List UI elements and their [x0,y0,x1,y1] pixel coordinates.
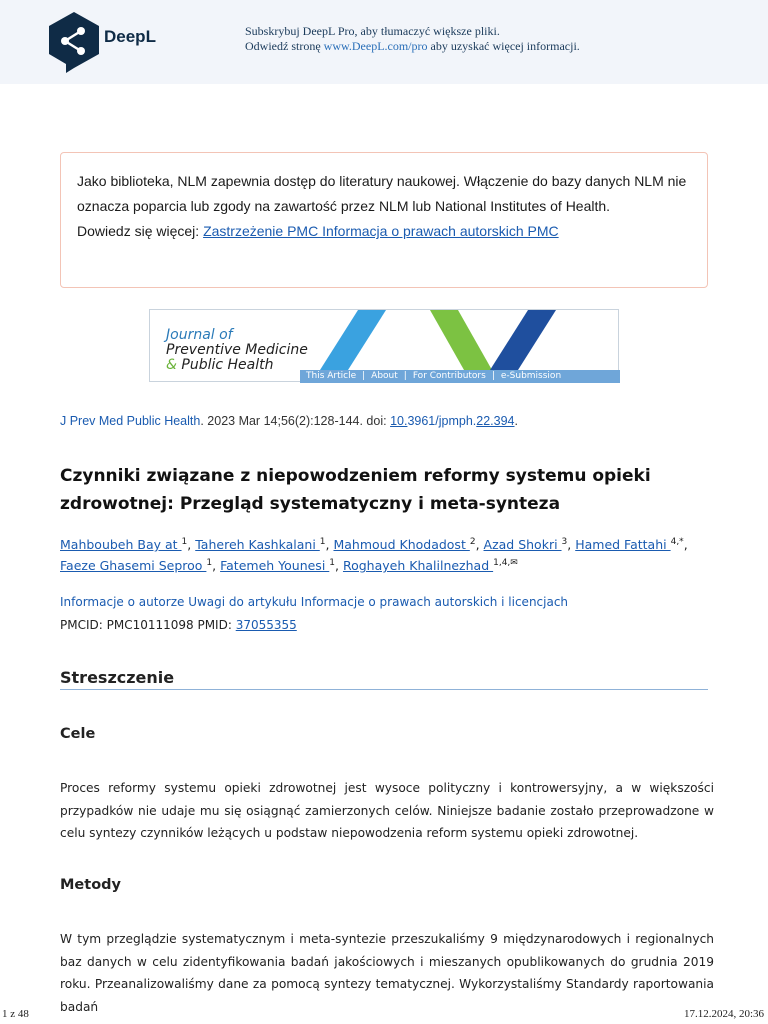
doi-link-part1[interactable]: 10. [390,414,408,428]
disclaimer-learn-more: Dowiedz się więcej: [77,223,204,239]
author-link[interactable]: Hamed Fattahi [575,537,671,552]
deepl-notice-line2 [245,39,580,54]
article-citation [60,414,518,428]
disclaimer-line2: oznacza poparcia lub zgody na zawartość przez NLM lub National Institutes of Health. [77,198,611,214]
deepl-banner [0,0,768,84]
author-affiliation: 2 [469,537,476,547]
pmcid-line [60,618,297,632]
objectives-heading: Cele [60,726,96,742]
journal-nav-e-submission[interactable]: e-Submission [500,371,562,381]
citation-end: . [514,414,518,428]
journal-nav-this-article[interactable]: This Article [306,371,357,381]
pmid-link[interactable]: 37055355 [235,618,297,632]
objectives-paragraph: Proces reformy systemu opieki zdrowotnej jest wysoce polityczny i kontrowersyjny, a w większości przypadków nie udaje mu się osiągnąć zamierzonych celów. Niniejsze badanie zostało przeprowadzone w celu syntezy czynników leżących u podstaw niepowodzenia reform systemu opieki zdrowotnej. [60,781,714,840]
journal-nav-for-contributors[interactable]: For Contributors [412,371,486,381]
journal-name-amp: & [166,357,177,373]
nlm-disclaimer-box [60,152,708,288]
journal-nav-separator: | [403,371,407,381]
doi-link-part2[interactable]: 3961/jpmph. [407,414,477,428]
journal-name-line2: Preventive Medicine [166,342,308,358]
journal-banner-stripes-graphic [320,310,620,370]
pmc-disclaimer-link[interactable]: Zastrzeżenie PMC Informacja o prawach autorskich PMC [203,223,559,239]
journal-banner[interactable] [149,309,619,382]
journal-nav-bar [300,370,620,383]
author-affiliation: 3 [561,537,568,547]
journal-citation-name[interactable]: J Prev Med Public Health [60,414,201,428]
abstract-heading: Streszczenie [60,668,708,690]
author-link[interactable]: Faeze Ghasemi Seproo [60,558,207,573]
author-affiliation: 1,4,✉ [493,558,518,568]
deepl-pro-link[interactable]: www.DeepL.com/pro [323,39,428,53]
author-link[interactable]: Tahereh Kashkalani [195,537,320,552]
disclaimer-line3 [77,219,691,244]
author-affiliation: 1 [206,558,213,568]
methods-heading: Metody [60,877,121,893]
deepl-notice [245,24,580,54]
deepl-logo[interactable] [44,10,168,72]
author-link[interactable]: Fatemeh Younesi [220,558,330,573]
journal-nav-about[interactable]: About [371,371,398,381]
author-info-links[interactable]: Informacje o autorze Uwagi do artykułu Informacje o prawach autorskich i licencjach [60,595,569,609]
page-counter: 1 z 48 [2,1008,29,1020]
deepl-notice-prefix: Odwiedź stronę [245,39,324,53]
journal-nav-separator: | [491,371,495,381]
pmcid-label: PMCID: PMC10111098 PMID: [60,618,236,632]
deepl-notice-line1: Subskrybuj DeepL Pro, aby tłumaczyć większe pliki. [245,24,500,38]
author-link[interactable]: Mahmoud Khodadost [333,537,470,552]
article-title: Czynniki związane z niepowodzeniem reformy systemu opieki zdrowotnej: Przegląd systematyczny i meta-synteza [60,466,651,514]
author-affiliation: 1 [181,537,188,547]
deepl-wordmark: DeepL [104,27,156,46]
author-affiliation: 4,* [670,537,684,547]
disclaimer-line1: Jako biblioteka, NLM zapewnia dostęp do literatury naukowej. Włączenie do bazy danych NLM nie [77,173,687,189]
journal-name-line3 [166,358,308,373]
journal-nav-separator: | [362,371,366,381]
doi-link-part3[interactable]: 22.394 [476,414,515,428]
author-link[interactable]: Mahboubeh Bay at [60,537,182,552]
methods-paragraph: W tym przeglądzie systematycznym i meta-syntezie przeszukaliśmy 9 międzynarodowych i regionalnych baz danych w celu zidentyfikowania badań jakościowych i mieszanych opublikowanych do grudnia 2019 roku. Przeanalizowaliśmy dane za pomocą syntezy tematycznej. Wykorzystaliśmy Standardy raportowania badań [60,932,714,1014]
author-affiliation: 1 [329,558,336,568]
author-link[interactable]: Roghayeh Khalilnezhad [342,558,494,573]
journal-name-line1: Journal of [166,327,233,343]
author-link[interactable]: Azad Shokri [483,537,562,552]
author-list: Mahboubeh Bay at $^1$, Tahereh Kashkalani $^1$, Mahmoud Khodadost $^2$, Azad Shokri $^3$, Hamed Fattahi $^{4,*}$, Faeze Ghasemi Seproo $^1$, Fatemeh Younesi $^1$, Roghayeh Khalilnezhad $^{1,4,✉}$ [60,537,688,573]
print-timestamp: 17.12.2024, 20:36 [683,1008,764,1020]
journal-name-logo [166,328,308,373]
deepl-notice-suffix: aby uzyskać więcej informacji. [427,39,580,53]
journal-name-line3-text: Public Health [176,357,274,373]
deepl-logo-icon [44,10,104,74]
author-affiliation: 1 [319,537,326,547]
citation-details: . 2023 Mar 14;56(2):128-144. doi: [200,414,391,428]
